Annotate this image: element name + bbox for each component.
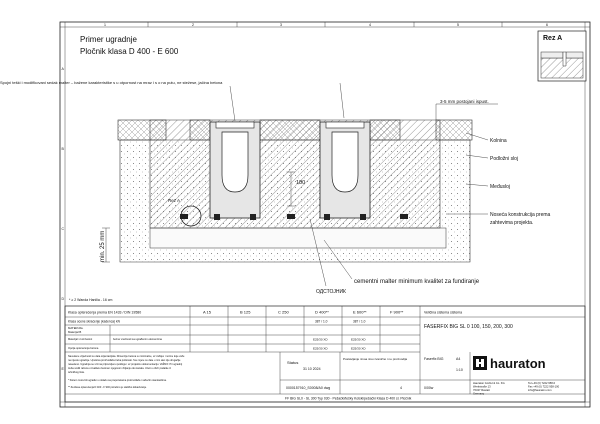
channel-right [320, 122, 370, 220]
callout-kolnik: Kolnina [490, 138, 507, 144]
row5-d400: E25/30 XD [313, 346, 328, 351]
company-line-4: Germany [473, 392, 485, 396]
note-3: navedeno. Ugradnja se vrši na pripremljenu podlogu i uz projektnu dokumentaciju. VAŽNO: Pri ugradnji [68, 363, 183, 366]
format-label: A4 [456, 357, 461, 361]
note-1: Navedene vrijednosti su data orijentacijska. Dimenzije betona su minimalne, uz zahtjev i norme koje važe [68, 355, 185, 358]
paving-left [118, 120, 166, 140]
class-f900: F 900** [390, 309, 404, 315]
row5-e600: E25/30 XD [351, 346, 366, 351]
cross-section [100, 120, 472, 262]
title-block [65, 306, 585, 402]
col-marker-3: 3 [280, 23, 282, 27]
hauraton-logo [473, 356, 546, 371]
channel-left [210, 122, 260, 220]
row3a-label: MATERIJAL [68, 326, 84, 330]
footnote: * ≥ 2 Wanda Hanilia - 16 cm [69, 298, 113, 302]
bottom-description: FF BIG SL0 - SL 300 Typ 030 - Pešački/tešky Kolski/pešački Klasa D 400 sl. Pločnik [285, 396, 412, 401]
row2-label: Klasa ocene skraćenje (kadenca) kN [68, 319, 120, 324]
row4-mid: bezne vrednosti sa ugrađenim elementima [113, 338, 162, 341]
row-marker-d: D [61, 297, 65, 301]
scale-label: 1:10 [456, 368, 463, 372]
detail-rez-a [538, 31, 586, 81]
grate-left [216, 122, 254, 128]
grate-right [326, 122, 364, 128]
footer-code: 0/00w [424, 386, 434, 390]
callout-cement: cementni malter minimum kvalitet za fundiranje [354, 279, 480, 285]
class-d400: D 400** [315, 309, 329, 315]
col-marker-6: 6 [546, 23, 548, 27]
col-marker-4: 4 [369, 23, 371, 27]
company-line-3: 76437 Rastatt [473, 389, 490, 392]
paving-mid-3 [370, 120, 400, 140]
row-marker-b: B [61, 147, 64, 151]
row4-d400: E25/30 XD [313, 337, 328, 342]
row2-d400: 387 / 1.0 [315, 319, 328, 324]
system-label: Veličina sistema sistema [424, 310, 463, 315]
load-class-header: Klasa opterećenja prema EN 1433 / DIN 19580 [68, 310, 142, 315]
row-marker-e: E [61, 367, 64, 371]
row-marker-c: C [61, 227, 65, 231]
col-marker-1: 1 [104, 23, 106, 27]
mortar-callout: Spojni teški i modifikovani sedak malter – bažene karakteristike s u otpornost na mraz i s o na putu, ne stežese, jačina betona [0, 80, 223, 85]
title-line-1: Primer ugradnje [80, 35, 137, 44]
class-e600: E 600** [353, 309, 367, 315]
contact-line-1: Tel +49 (0) 7222 958-0 [528, 382, 556, 385]
drawn-label: Faserfix BIG [424, 357, 444, 361]
row2-e600: 387 / 1.0 [353, 319, 366, 324]
file-name: 0000157910_S0008/A0 dwg [286, 386, 331, 390]
callout-odstojnik: ОДСТОЈНИК [316, 289, 346, 295]
spacer-2 [287, 214, 295, 219]
contact-line-3: info@hauraton.com [528, 389, 552, 392]
callout-medjusloj: Međusloj [490, 184, 511, 190]
note-6: * Sistem mora biti ugrađen u skladu sa preporukama proizvođača i važećim standardima. [68, 379, 167, 382]
paving-mid-1 [190, 120, 210, 140]
min-25-label: min. 25 mm [100, 230, 106, 262]
note-4: treba voditi računa o kvalitetu betona i njegovom zbijanju oko kanala. Uzeti u obzir podatke iz [68, 367, 171, 370]
row-marker-a: A [61, 67, 64, 71]
row4-label: Materijal x koli betoni [68, 338, 93, 341]
callout-podloga: Podložni sloj [490, 156, 519, 162]
detail-title: Rez A [543, 35, 563, 42]
dim-180-label: 180 [296, 180, 306, 186]
paving-mid-2 [260, 120, 320, 140]
class-a15: A 15 [203, 309, 212, 315]
footer-num: 4 [400, 386, 402, 390]
status-label: Status [287, 360, 299, 365]
gap-callout: 3-5 mm postojani ispust. [440, 99, 489, 104]
class-c250: C 250 [278, 309, 289, 315]
dimension-min-25 [100, 228, 110, 262]
title-line-2: Pločnik klasa D 400 - E 600 [80, 47, 179, 56]
company-line-1: Hauraton GmbH & Co. KG [473, 382, 505, 385]
row5-label: Opcija opterećenja betona [68, 347, 99, 350]
paving-right [436, 120, 472, 140]
rez-a-label: Rez A [168, 198, 181, 203]
row4-e600: E25/30 XD [351, 337, 366, 342]
class-b125: B 125 [240, 309, 251, 315]
callout-noseca: Noseća konstrukcija prema [490, 212, 551, 218]
contact-line-2: Fax +49 (0) 7222 958-100 [528, 385, 560, 389]
spacer-3 [400, 214, 408, 219]
note-7: ** Za klase opterećenja D 400 - F 900 potrebno je statičko dokazivanje. [68, 386, 147, 389]
note-2: na mjestu ugradnje. Uputstva proizvođača treba poštovati. Sve mjere su date u mm ako nije drugačije [68, 359, 181, 362]
row3b-label: Materijal B [68, 330, 82, 334]
brand-name: hauraton [490, 356, 546, 371]
col-marker-5: 5 [457, 23, 459, 27]
system-value: FASERFIX BIG SL 0 100, 150, 200, 300 [424, 324, 513, 330]
cement-bed [150, 228, 446, 248]
callout-noseca-2: zahtevima projekta. [490, 220, 534, 226]
company-line-2: Werkstraße 13 [473, 385, 491, 389]
note-5: tehničkog lista. [68, 371, 85, 374]
footer-center-1: Postavljanje nivoa nisu zvanično i ne proizvodija [343, 357, 408, 361]
status-date: 31 10 2024 [303, 367, 321, 371]
col-marker-2: 2 [192, 23, 194, 27]
